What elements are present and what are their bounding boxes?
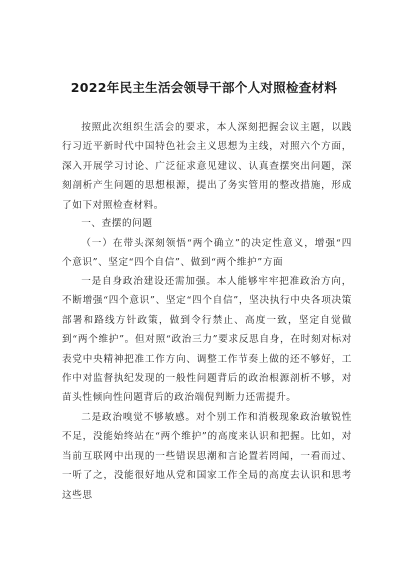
problem-one-block: [62, 272, 352, 408]
section-heading-block: [62, 214, 352, 233]
document-title: 2022年民主生活会领导干部个人对照检查材料: [70, 80, 338, 95]
subsection-heading-block: [62, 234, 352, 273]
problem-one-paragraph: 一是自身政治建设还需加强。本人能够牢牢把准政治方向，不断增强“四个意识”、坚定“四个自信”，坚决执行中央各项决策部署和路线方针政策，做到令行禁止、高度一致，坚定自觉做到“两个维护”。但对照“政治三力”要求反思自身，在时刻对标对表党中央精神把准工作方向、调整工作节奏上做的还不够好，工作中对监督执纪发现的一般性问题背后的政治根源剖析不够，对苗头性倾向性问题背后的政治端倪判断力还需提升。: [62, 276, 352, 404]
subsection-heading-one: （一）在带头深刻领悟“两个确立”的决定性意义，增强“四个意识”、坚定“四个自信”、做到“两个维护”方面: [62, 238, 352, 269]
intro-paragraph-block: [62, 118, 352, 215]
problem-two-block: [62, 408, 352, 505]
intro-paragraph: 按照此次组织生活会的要求，本人深刻把握会议主题，以践行习近平新时代中国特色社会主义思想为主线，对照六个方面，深入开展学习讨论、广泛征求意见建议、认真查摆突出问题，深刻剖析产生问题的思想根源，提出了务实管用的整改措施，形成了如下对照检查材料。: [62, 122, 352, 211]
problem-two-paragraph: 二是政治嗅觉不够敏感。对个别工作和消极现象政治敏锐性不足，没能始终站在“两个维护”的高度来认识和把握。比如，对当前互联网中出现的一些错误思潮和言论置若罔闻，一看而过、一听了之，没能很好地从党和国家工作全局的高度去认识和思考这些思: [62, 412, 352, 501]
section-heading-problems: 一、查摆的问题: [81, 218, 153, 229]
